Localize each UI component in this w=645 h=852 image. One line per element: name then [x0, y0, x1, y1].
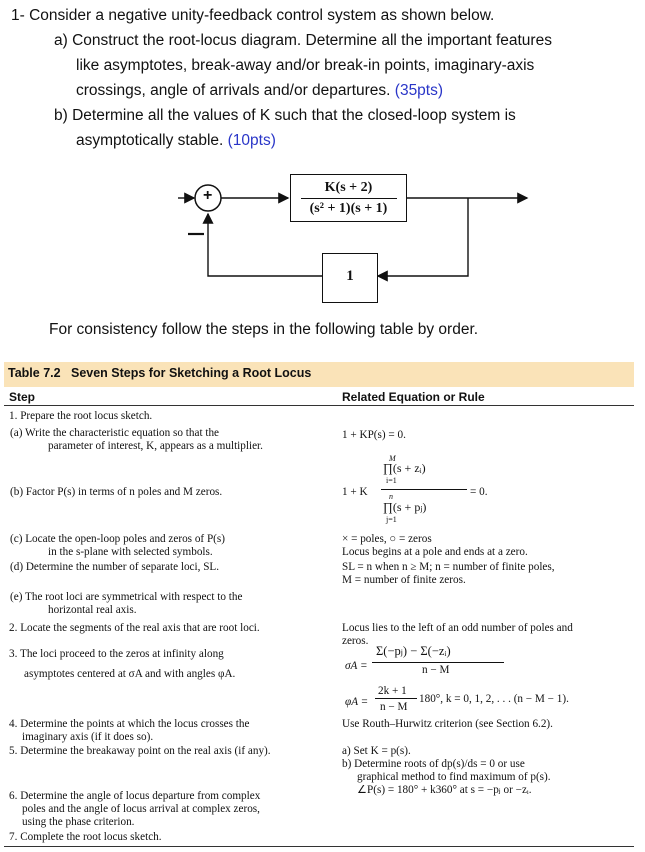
step-1b-numerator: ∏(s + zᵢ) [383, 461, 426, 475]
step-4-line-2: imaginary axis (if it does so). [22, 731, 154, 743]
step-1: 1. Prepare the root locus sketch. [9, 410, 153, 422]
step-3-sigma-numerator: Σ(−pⱼ) − Σ(−zᵢ) [376, 644, 451, 658]
part-b-points: (10pts) [227, 132, 276, 149]
step-3-phi-numerator: 2k + 1 [378, 685, 407, 697]
forward-transfer-block [290, 174, 407, 222]
step-3-phi-tail: 180°, k = 0, 1, 2, . . . (n − M − 1). [419, 693, 569, 705]
step-5-rule-3: graphical method to find maximum of p(s). [357, 771, 551, 783]
step-1c-rule-2: Locus begins at a pole and ends at a zero. [342, 546, 528, 558]
part-a-points: (35pts) [394, 82, 444, 99]
step-3-phi-bar [375, 698, 417, 699]
step-1d-rule-1: SL = n when n ≥ M; n = number of finite poles, [342, 561, 555, 573]
problem-line-1: 1- Consider a negative unity-feedback control system as shown below. [11, 7, 495, 24]
step-4-line-1: 4. Determine the points at which the locus crosses the [9, 718, 250, 730]
feedback-gain: 1 [346, 268, 354, 284]
table-title: Table 7.2 Seven Steps for Sketching a Root Locus [8, 366, 312, 380]
table-header-step: Step [9, 390, 36, 404]
step-1c-line-2: in the s-plane with selected symbols. [48, 546, 213, 558]
part-b-text: asymptotically stable. [76, 132, 228, 149]
step-3-sigma-denominator: n − M [422, 664, 450, 676]
step-1e-line-2: horizontal real axis. [48, 604, 137, 616]
step-6-line-1: 6. Determine the angle of locus departure from complex [9, 790, 261, 802]
step-3-line-2: asymptotes centered at σA and with angles φA. [24, 668, 236, 680]
feedback-block [322, 253, 378, 303]
summer-plus-sign: + [203, 187, 213, 204]
step-1b-equals: = 0. [470, 486, 488, 498]
step-1a-line-1: (a) Write the characteristic equation so that the [10, 427, 220, 439]
step-2-rule-2: zeros. [342, 635, 369, 647]
step-1b-fraction-bar [381, 489, 467, 490]
step-6-line-3: using the phase criterion. [22, 816, 135, 828]
step-1a-line-2: parameter of interest, K, appears as a multiplier. [48, 440, 263, 452]
part-a-line-2: like asymptotes, break-away and/or break-in points, imaginary-axis [76, 57, 535, 74]
step-3-phi-denominator: n − M [380, 701, 408, 713]
step-1b-M: M [389, 454, 396, 463]
step-1e-line-1: (e) The root loci are symmetrical with respect to the [10, 591, 243, 603]
step-1b-denominator: ∏(s + pⱼ) [383, 500, 427, 514]
step-2-rule-1: Locus lies to the left of an odd number of poles and [342, 622, 573, 634]
step-1b: (b) Factor P(s) in terms of n poles and M zeros. [10, 486, 223, 498]
table-header-rule-line [4, 405, 634, 406]
step-4-rule: Use Routh–Hurwitz criterion (see Section 6.2). [342, 718, 553, 730]
consistency-note: For consistency follow the steps in the following table by order. [49, 321, 479, 338]
step-1d: (d) Determine the number of separate loci, SL. [10, 561, 220, 573]
step-3-phi-label: φA = [345, 696, 369, 708]
step-1b-j1: j=1 [386, 515, 397, 524]
step-1b-i1: i=1 [386, 476, 397, 485]
step-5-rule-2: b) Determine roots of dp(s)/ds = 0 or use [342, 758, 525, 770]
step-1c-line-1: (c) Locate the open-loop poles and zeros of P(s) [10, 533, 225, 545]
step-3-sigma-label: σA = [345, 660, 368, 672]
table-header-rule: Related Equation or Rule [342, 390, 485, 404]
step-7: 7. Complete the root locus sketch. [9, 831, 162, 843]
step-3-sigma-bar [372, 662, 504, 663]
step-1b-lead: 1 + K [342, 486, 368, 498]
step-2: 2. Locate the segments of the real axis that are root loci. [9, 622, 260, 634]
feedback-path-left [208, 214, 322, 276]
part-a-line-1: a) Construct the root-locus diagram. Determine all the important features [54, 32, 552, 49]
step-1a-rule: 1 + KP(s) = 0. [342, 429, 406, 441]
step-5-rule-1: a) Set K = p(s). [342, 745, 411, 757]
step-5: 5. Determine the breakaway point on the real axis (if any). [9, 745, 271, 757]
step-6-line-2: poles and the angle of locus arrival at complex zeros, [22, 803, 260, 815]
step-6-rule: ∠P(s) = 180° + k360° at s = −pⱼ or −zᵢ. [357, 784, 532, 796]
step-3-line-1: 3. The loci proceed to the zeros at infinity along [9, 648, 224, 660]
step-1d-rule-2: M = number of finite zeros. [342, 574, 466, 586]
step-1b-n: n [389, 492, 393, 501]
part-b-line-1: b) Determine all the values of K such that the closed-loop system is [54, 107, 516, 124]
forward-numerator: K(s + 2) [324, 180, 373, 195]
step-1c-rule-1: × = poles, ○ = zeros [342, 533, 432, 545]
part-a-text: crossings, angle of arrivals and/or departures. [76, 82, 395, 99]
forward-denominator: (s² + 1)(s + 1) [309, 201, 388, 216]
table-bottom-rule [4, 846, 634, 847]
forward-fraction-bar [301, 198, 397, 199]
